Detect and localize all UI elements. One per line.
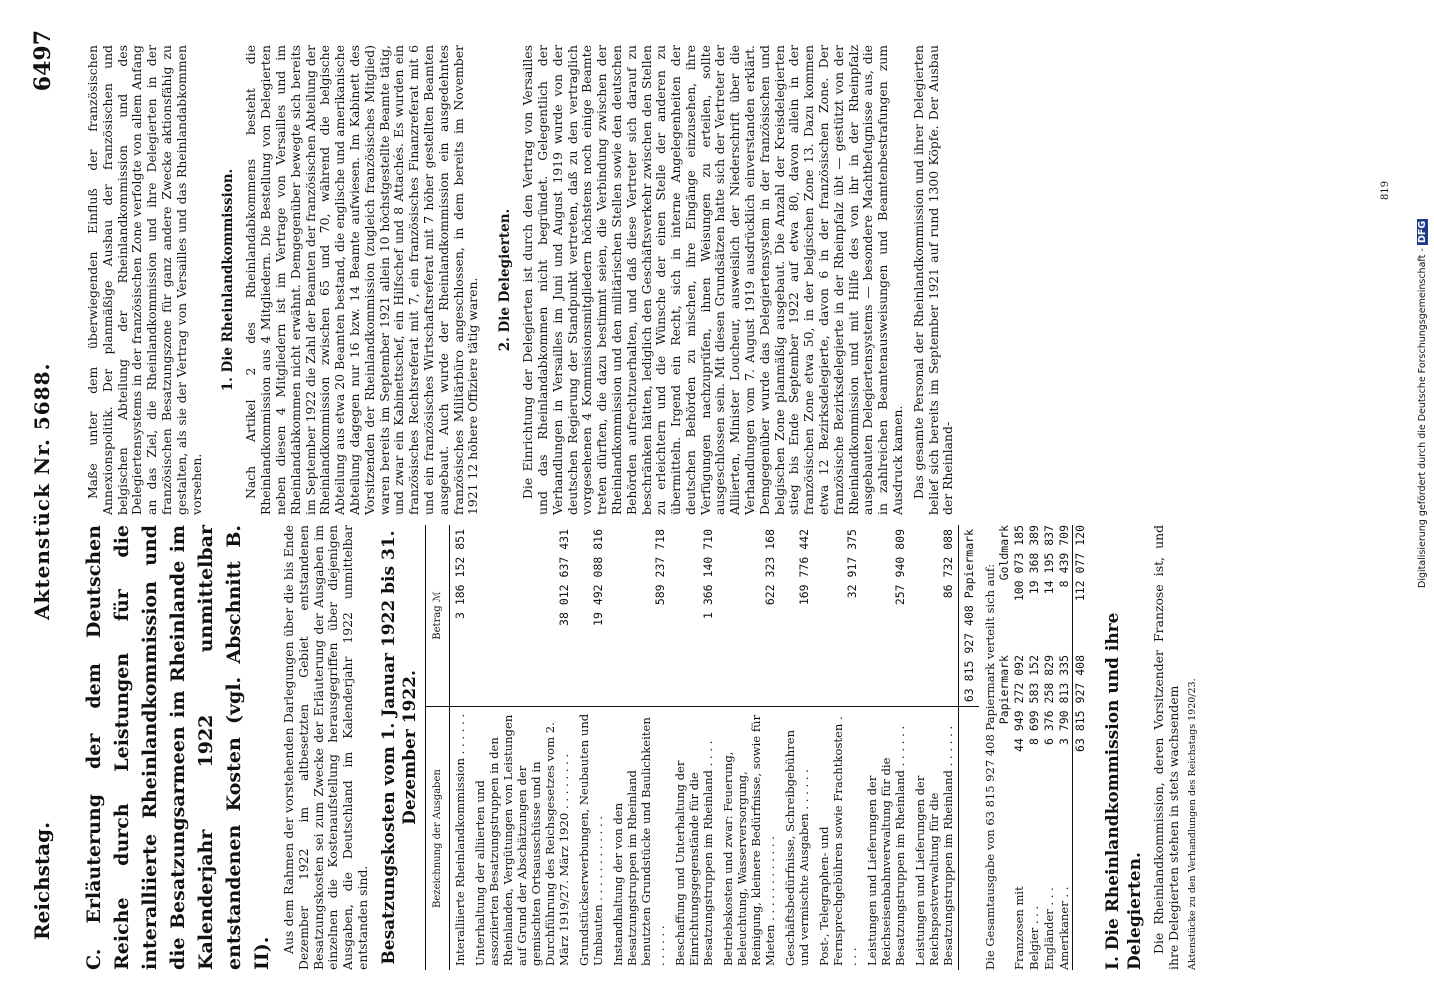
- allocation-row: [1057, 525, 1072, 970]
- row-amount: 169 776 442: [796, 529, 811, 606]
- table-row: [910, 525, 959, 970]
- col-paper: Papiermark: [996, 655, 1011, 725]
- table-header-amount: Betrag ℳ: [425, 525, 449, 707]
- paragraph-2: Nach Artikel 2 des Rheinlandabkommens besteht die Rheinlandkommission aus 4 Mitgliedern. Die Bestellung von Delegierten neben diesen 4 Mitgliedern ist im Vertrage von Versailles und im Rheinlandabkommen nicht erwähnt. Demgegenüber bewegte sich bereits im September 1922 die Zahl der Beamten der französischen Abteilung der Rheinlandkommission zwischen 65 und 70, während die belgische Abteilung aus etwa 20 Beamten bestand, die englische und amerikanische Abteilung dagegen nur 16 bzw. 14 Beamte aufwiesen. Im Kabinett des Vorsitzenden der Rheinlandkommission (zugleich französisches Mitglied) waren bereits im September 1921 allein 10 höchstgestellte Beamte tätig, und zwar ein Kabinettschef, ein Hilfschef und 8 Attachés. Es wurden ein französisches Rechtsreferat mit 7, ein französisches Finanzreferat mit 6 und ein französisches Wirtschaftsreferat mit 7 höher gestellten Beamten ausgebaut. Auch wurde der Rheinlandkommission ein ausgedehntes französisches Militärbüro angeschlossen, in dem bereits im November 1921 12 höhere Offiziere tätig waren.: [243, 44, 481, 515]
- allocation-country: Amerikaner . .: [1056, 886, 1071, 970]
- table-sum-row: [958, 525, 979, 970]
- table-row: [718, 525, 780, 970]
- allocation-paper: 44 949 272 092: [1011, 655, 1026, 752]
- row-amount: 622 323 168: [762, 529, 777, 606]
- table-row: [574, 525, 608, 970]
- row-label: Betriebskosten und zwar: Feuerung, Beleuchtung, Wasserversorgung, Reinigung, kleinere Bedürfnisse, sowie für Mieten . . . . . . . . . . . .: [718, 707, 780, 970]
- row-amount: 589 237 718: [652, 529, 667, 606]
- table-row: [670, 525, 718, 970]
- row-amount: 1 366 140 710: [700, 529, 715, 620]
- paragraph-1: Maße unter dem überwiegenden Einfluß der französischen Annexionspolitik. Der planmäßige Ausbau der französischen und belgischen Abteilung der Rheinlandkommission und des Delegiertensystems in der französischen Zone verfolgte von allem Anfang an das Ziel, die Rheinlandkommission und ihre Delegierten in der französischen Besatzungszone für ganz andere Zwecke aktionsfähig zu gestalten, als sie der Vertrag von Versailles und das Rheinlandabkommen vorsehen.: [85, 45, 204, 515]
- section-title: C. Erläuterung der dem Deutschen Reiche durch Leistungen für die interalliierte Rheinlandkommission und die Besatzungsarmeen im Rheinlande im Kalenderjahr 1922 unmittelbar entstandenen Kosten (vgl. Abschnitt B. II).: [83, 525, 273, 970]
- table-row: [862, 525, 910, 970]
- row-amount: 19 492 088 816: [590, 529, 605, 626]
- total-gold: 112 077 120: [1072, 525, 1087, 602]
- header-center: Aktenstück Nr. 5688.: [30, 362, 54, 620]
- allocation-row: [1042, 525, 1057, 970]
- section-I-text: Die Rheinlandkommission, deren Vorsitzender Franzose ist, und ihre Delegierten stehen in stets wachsendem: [1150, 525, 1181, 970]
- header-left: Reichstag.: [30, 821, 54, 940]
- row-label: Leistungen und Lieferungen der Reichseisenbahnverwaltung für die Besatzungstruppen im Rheinland . . . . . .: [862, 707, 910, 970]
- allocation-paper: 3 790 813 335: [1056, 655, 1071, 746]
- allocation-gold: 14 195 837: [1041, 525, 1056, 595]
- table-row: [814, 525, 862, 970]
- allocation-gold: 8 439 709: [1056, 525, 1071, 588]
- allocation-country: Belgier . . .: [1026, 905, 1041, 970]
- row-amount: 38 012 637 431: [556, 529, 571, 626]
- row-label: Geschäftsbedürfnisse, Schreibgebühren und vermischte Ausgaben . . . . . .: [780, 707, 814, 970]
- table-row: [780, 525, 814, 970]
- allocation-row: [1012, 525, 1027, 970]
- paragraph-4: Das gesamte Personal der Rheinlandkommission und ihrer Delegierten belief sich bereits im September 1921 auf rund 1300 Köpfe. Der Ausbau der Rheinland-: [910, 45, 956, 515]
- row-amount: 3 186 152 851: [452, 529, 467, 620]
- footnote: Aktenstücke zu den Verhandlungen des Reichstags 1920/23.: [1187, 678, 1199, 970]
- allocation-row: [1027, 525, 1042, 970]
- right-column: [80, 45, 962, 515]
- row-amount: 32 917 375: [844, 529, 859, 599]
- table-title: Besatzungskosten vom 1. Januar 1922 bis 31. Dezember 1922.: [378, 530, 420, 965]
- allocation-header: [997, 525, 1012, 970]
- allocation-country: Engländer . . .: [1041, 887, 1056, 970]
- dfg-logo: DFG: [1417, 221, 1428, 244]
- sum-spacer: [958, 707, 979, 970]
- allocation-paper: 6 376 258 829: [1041, 655, 1056, 746]
- allocation-intro: Die Gesamtausgabe von 63 815 927 408 Papiermark verteilt sich auf:: [982, 563, 997, 970]
- section-heading-I: I. Die Rheinlandkommission und ihre Delegierten.: [1102, 612, 1145, 970]
- row-amount: 257 940 809: [892, 529, 907, 606]
- row-label: Leistungen und Lieferungen der Reichspostverwaltung für die Besatzungstruppen im Rheinland . . . . . .: [910, 707, 959, 970]
- table-header-label: Bezeichnung der Ausgaben: [425, 707, 449, 970]
- allocation-total: [1072, 525, 1088, 970]
- sheet-number: 819: [1380, 180, 1391, 200]
- paragraph-3: Die Einrichtung der Delegierten ist durch den Vertrag von Versailles und das Rheinlandabkommen nicht begründet. Gelegentlich der Verhandlungen in Versailles im Juni und August 1919 wurde von der deutschen Regierung der Standpunkt vertreten, daß zu den vertraglich vorgesehenen 4 Kommissionsmitgliedern höchstens noch einige Beamte treten dürften, die dazu bestimmt seien, die Verbindung zwischen der Rheinlandkommission und den militärischen Stellen sowie den deutschen Behörden aufrechtzuerhalten, und daß diese Vertreter sich darauf zu beschränken hätten, lediglich den Geschäftsverkehr zwischen den Stellen zu erleichtern und die Wünsche der einen Stelle der anderen zu übermitteln. Irgend ein Recht, sich in interne Angelegenheiten der deutschen Behörden zu mischen, ihre Eingänge einzusehen, ihre Verfügungen nachzuprüfen, ihnen Weisungen zu erteilen, sollte ausgeschlossen sein. Mit diesen Grundsätzen hatte sich der Vertreter der Alliierten, Minister Loucheur, ausweislich der Niederschrift über die Verhandlungen vom 7. August 1919 ausdrücklich einverstanden erklärt. Demgegenüber wurde das Delegiertensystem in der französischen und belgischen Zone planmäßig ausgebaut. Die Anzahl der Kreisdelegierten stieg bis Ende September 1922 auf etwa 80, davon allein in der französischen Zone etwa 50, in der belgischen Zone 13. Dazu kommen etwa 12 Bezirksdelegierte, davon 6 in der französischen Zone. Der französische Bezirksdelegierte in der Rheinpfalz übt — gestützt von der Rheinlandkommission und mit Hilfe des von ihr in der Rheinpfalz ausgebauten Delegiertensystems — besondere Machtbefugnisse aus, die in zahlreichen Beamtenausweisungen und Beamtenbestrafungen zum Ausdruck kamen.: [520, 45, 906, 515]
- left-column: [80, 525, 1198, 970]
- table-row: [470, 525, 574, 970]
- allocation-gold: 100 073 185: [1011, 525, 1026, 602]
- row-label: Post-, Telegraphen- und Fernsprechgebühren sowie Frachtkosten . . . .: [814, 707, 862, 970]
- subheading-rheinlandkommission: 1. Die Rheinlandkommission.: [220, 168, 237, 392]
- dfg-text: Digitalisierung gefördert durch die Deutsche Forschungsgemeinschaft -: [1417, 248, 1428, 588]
- page-header: [24, 10, 64, 980]
- row-amount: 86 732 088: [940, 529, 955, 599]
- allocation-block: [983, 525, 1088, 970]
- row-label: Interalliierte Rheinlandkommission . . . . . .: [449, 707, 470, 970]
- row-label: Instandhaltung der von den Besatzungstruppen im Rheinland benutzten Grundstücke und Baulichkeiten . . . . . .: [608, 707, 670, 970]
- dfg-note: [1416, 8, 1430, 588]
- cost-table: [425, 525, 979, 970]
- row-label: Beschaffung und Unterhaltung der Einrichtungsgegenstände für die Besatzungstruppen im Rheinland . . . .: [670, 707, 718, 970]
- allocation-gold: 19 368 389: [1026, 525, 1041, 595]
- subheading-delegierten: 2. Die Delegierten.: [497, 208, 514, 352]
- row-label: Unterhaltung der alliierten und assoziierten Besatzungstruppen in den Rheinlanden, Vergütungen von Leistungen auf Grund der Abschätzungen der gemischten Ortsausschüsse und in Durchführung des Reichsgesetzes vom 2. März 1919/27. März 1920 . . . . . . . .: [470, 707, 574, 970]
- col-gold: Goldmark: [996, 525, 1011, 581]
- intro-paragraph: Aus dem Rahmen der vorstehenden Darlegungen über die bis Ende Dezember 1922 im altbesetzten Gebiet entstandenen Besatzungskosten sei zum Zwecke der Erläuterung der Ausgaben im einzelnen die Kostenaufstellung herausgegriffen über diejenigen Ausgaben, die Deutschland im Kalenderjahr 1922 unmittelbar entstanden sind.: [281, 525, 370, 970]
- page-number: 6497: [30, 30, 56, 92]
- allocation-paper: 8 699 583 152: [1026, 655, 1041, 746]
- table-sum: 63 815 927 408 Papiermark: [958, 525, 979, 707]
- table-row: [608, 525, 670, 970]
- row-label: Grundstückserwerbungen, Neubauten und Umbauten . . . . . . . . . . . .: [574, 707, 608, 970]
- total-paper: 63 815 927 408: [1072, 655, 1087, 752]
- allocation-country: Franzosen mit: [1011, 886, 1026, 970]
- table-row: [449, 525, 470, 970]
